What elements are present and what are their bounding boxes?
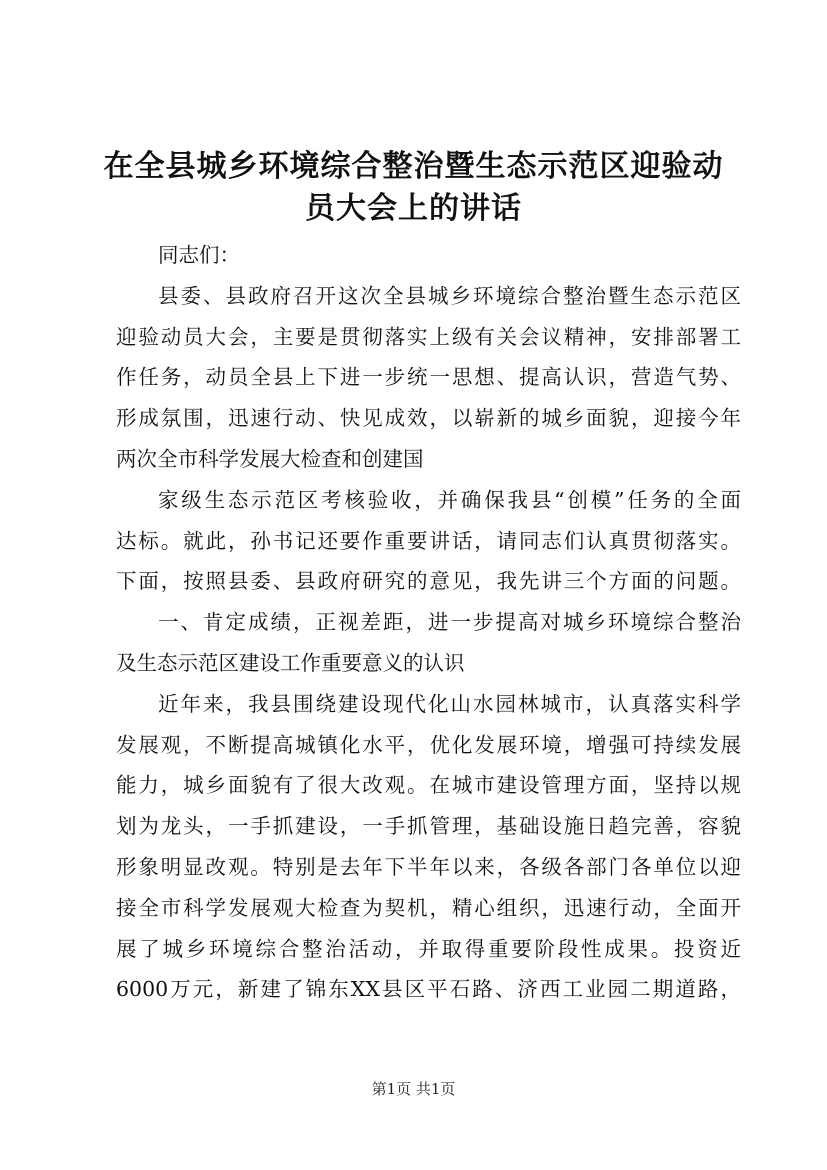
document-body (116, 235, 741, 1010)
paragraph-line: 划为龙头，一手抓建设，一手抓管理，基础设施日趋完善，容貌 (116, 814, 741, 839)
page-number: 第1页 共1页 (371, 1080, 456, 1098)
title-line-2: 员大会上的讲话 (305, 191, 522, 226)
paragraph-line: 两次全市科学发展大检查和创建国 (116, 446, 424, 471)
paragraph-line: 能力，城乡面貌有了很大改观。在城市建设管理方面，坚持以规 (116, 773, 741, 798)
title-line-1: 在全县城乡环境综合整治暨生态示范区迎验动 (103, 149, 724, 184)
paragraph-line: 6000万元，新建了锦东XX县区平石路、济西工业园二期道路， (116, 977, 741, 1002)
section-heading-line: 一、肯定成绩，正视差距，进一步提高对城乡环境综合整治 (158, 610, 741, 635)
paragraph-line: 近年来，我县围绕建设现代化山水园林城市，认真落实科学 (158, 691, 741, 716)
paragraph-line: 形象明显改观。特别是去年下半年以来，各级各部门各单位以迎 (116, 854, 741, 879)
paragraph-line: 迎验动员大会，主要是贯彻落实上级有关会议精神，安排部署工 (116, 324, 741, 349)
paragraph-line: 作任务，动员全县上下进一步统一思想、提高认识，营造气势、 (116, 365, 741, 390)
salutation: 同志们： (158, 243, 240, 267)
paragraph-line: 县委、县政府召开这次全县城乡环境综合整治暨生态示范区 (158, 283, 741, 308)
paragraph-line: 接全市科学发展观大检查为契机，精心组织，迅速行动，全面开 (116, 895, 741, 920)
paragraph-line: 下面，按照县委、县政府研究的意见，我先讲三个方面的问题。 (116, 569, 741, 594)
page-title (100, 146, 727, 230)
paragraph-line: 家级生态示范区考核验收，并确保我县“创模”任务的全面 (158, 487, 741, 512)
paragraph-line: 达标。就此，孙书记还要作重要讲话，请同志们认真贯彻落实。 (116, 528, 741, 553)
page-footer (0, 1079, 827, 1099)
paragraph-line: 发展观，不断提高城镇化水平，优化发展环境，增强可持续发展 (116, 732, 741, 757)
paragraph-line: 形成氛围，迅速行动、快见成效，以崭新的城乡面貌，迎接今年 (116, 406, 741, 431)
section-heading-line: 及生态示范区建设工作重要意义的认识 (116, 650, 465, 675)
paragraph-line: 展了城乡环境综合整治活动，并取得重要阶段性成果。投资近 (116, 936, 741, 961)
